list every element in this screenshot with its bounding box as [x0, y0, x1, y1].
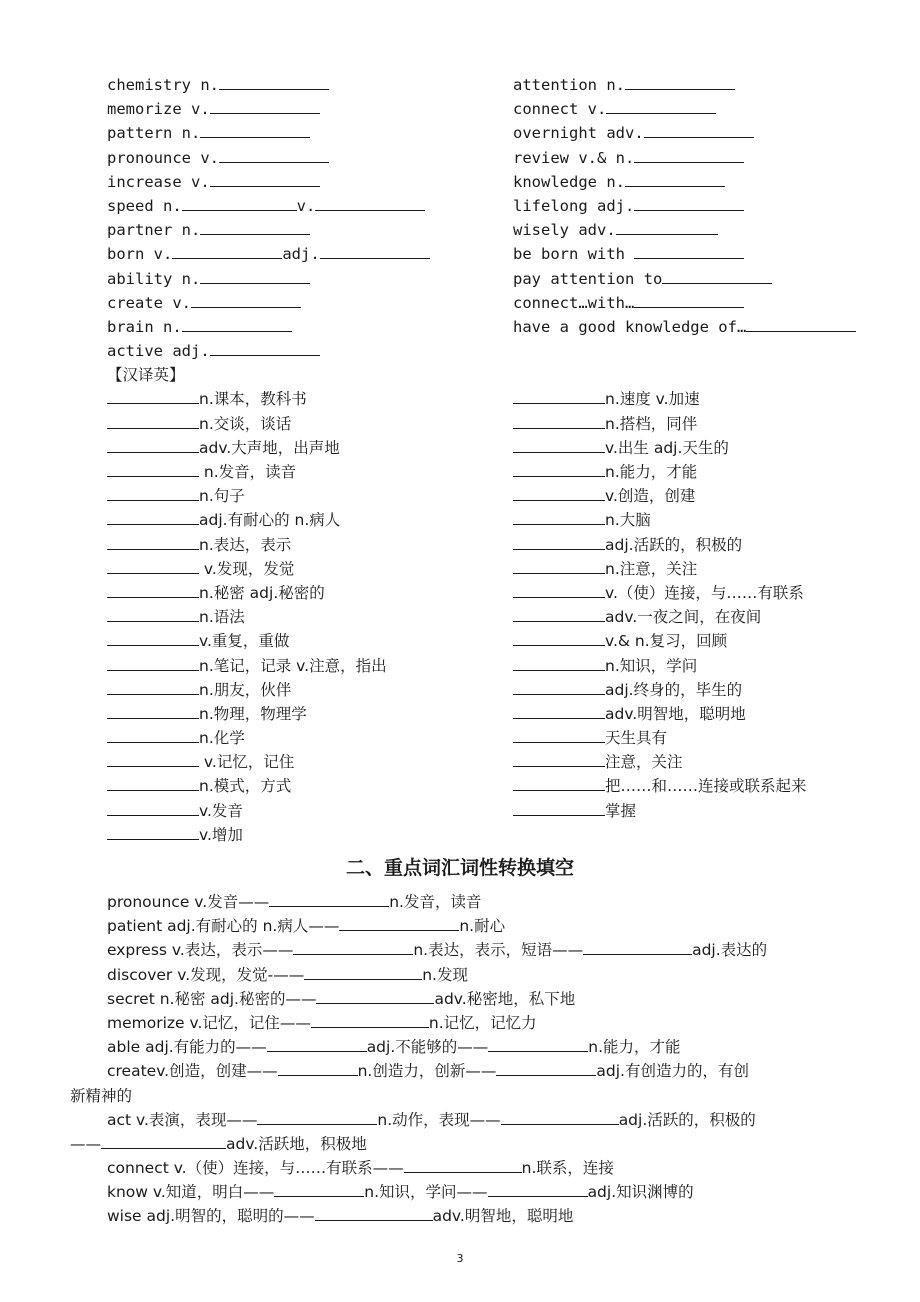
vocab-line: have a good knowledge of… [513, 315, 913, 339]
vocab-line: review v.& n. [513, 146, 913, 170]
answer-blank[interactable] [501, 1110, 619, 1125]
answer-blank[interactable] [210, 341, 320, 356]
vocab-line: wisely adv. [513, 218, 913, 242]
vocab-line: n.大脑 [513, 508, 913, 532]
conversion-line: discover v.发现，发觉-—— n.发现 [107, 965, 468, 984]
answer-blank[interactable] [219, 75, 329, 90]
answer-blank[interactable] [488, 1182, 588, 1197]
vocab-line: born v. adj. [107, 242, 507, 266]
vocab-line: adv.明智地，聪明地 [513, 702, 913, 726]
answer-blank[interactable] [513, 607, 605, 622]
answer-blank[interactable] [315, 196, 425, 211]
vocab-line: memorize v. [107, 97, 507, 121]
vocab-line: v.增加 [107, 823, 507, 847]
answer-blank[interactable] [278, 1061, 358, 1076]
vocab-line: v.记忆，记住 [107, 750, 507, 774]
answer-blank[interactable] [107, 414, 199, 429]
zh2en-heading: 【汉译英】 [107, 366, 185, 385]
vocab-line: v.出生 adj.天生的 [513, 436, 913, 460]
en2zh-right-column [513, 73, 913, 823]
answer-blank[interactable] [320, 244, 430, 259]
conversion-line: know v.知道，明白—— n.知识，学问—— adj.知识渊博的 [107, 1183, 694, 1202]
answer-blank[interactable] [107, 607, 199, 622]
answer-blank[interactable] [513, 535, 605, 550]
page-number: 3 [456, 1252, 464, 1265]
answer-blank[interactable] [513, 801, 605, 816]
answer-blank[interactable] [200, 269, 310, 284]
answer-blank[interactable] [513, 752, 605, 767]
conversion-line: 新精神的 [70, 1086, 133, 1105]
answer-blank[interactable] [513, 559, 605, 574]
answer-blank[interactable] [488, 1037, 588, 1052]
vocab-line: adv.大声地，出声地 [107, 436, 507, 460]
vocab-line: be born with [513, 242, 913, 266]
vocab-line: ability n. [107, 267, 507, 291]
answer-blank[interactable] [513, 438, 605, 453]
vocab-line: v.创造，创建 [513, 484, 913, 508]
answer-blank[interactable] [496, 1061, 596, 1076]
vocab-line: brain n. [107, 315, 507, 339]
vocab-line: 掌握 [513, 799, 913, 823]
answer-blank[interactable] [107, 438, 199, 453]
vocab-line: n.发音，读音 [107, 460, 507, 484]
answer-blank[interactable] [513, 583, 605, 598]
answer-blank[interactable] [513, 656, 605, 671]
answer-blank[interactable] [257, 1110, 377, 1125]
vocab-line: v.（使）连接，与……有联系 [513, 581, 913, 605]
vocab-line: n.速度 v.加速 [513, 387, 913, 411]
vocab-line: chemistry n. [107, 73, 507, 97]
vocab-line: n.课本，教科书 [107, 387, 507, 411]
answer-blank[interactable] [625, 75, 735, 90]
vocab-line: n.模式，方式 [107, 774, 507, 798]
answer-blank[interactable] [107, 389, 199, 404]
answer-blank[interactable] [107, 752, 199, 767]
answer-blank[interactable] [269, 892, 389, 907]
vocab-line: pronounce v. [107, 146, 507, 170]
answer-blank[interactable] [274, 1182, 364, 1197]
answer-blank[interactable] [191, 293, 301, 308]
answer-blank[interactable] [513, 389, 605, 404]
spacer-line [513, 339, 913, 363]
answer-blank[interactable] [107, 704, 199, 719]
vocab-line: knowledge n. [513, 170, 913, 194]
vocab-line: partner n. [107, 218, 507, 242]
answer-blank[interactable] [404, 1158, 522, 1173]
vocab-line: create v. [107, 291, 507, 315]
answer-blank[interactable] [107, 728, 199, 743]
conversion-line: secret n.秘密 adj.秘密的—— adv.秘密地，私下地 [107, 989, 576, 1008]
answer-blank[interactable] [293, 940, 413, 955]
answer-blank[interactable] [634, 293, 744, 308]
answer-blank[interactable] [182, 196, 297, 211]
vocab-line: v.发现，发觉 [107, 557, 507, 581]
conversion-section [70, 890, 860, 1229]
vocab-line: speed n. v. [107, 194, 507, 218]
answer-blank[interactable] [513, 486, 605, 501]
answer-blank[interactable] [513, 680, 605, 695]
answer-blank[interactable] [107, 825, 199, 840]
vocab-line: n.知识，学问 [513, 654, 913, 678]
answer-blank[interactable] [315, 1206, 433, 1221]
vocab-line: n.搭档，同伴 [513, 412, 913, 436]
answer-blank[interactable] [513, 728, 605, 743]
vocab-line: n.秘密 adj.秘密的 [107, 581, 507, 605]
vocab-line: n.朋友，伙伴 [107, 678, 507, 702]
en2zh-left-column [107, 73, 507, 847]
vocab-line: increase v. [107, 170, 507, 194]
vocab-line: n.化学 [107, 726, 507, 750]
conversion-line: —— adv.活跃地，积极地 [70, 1134, 367, 1153]
vocab-line: adv.一夜之间，在夜间 [513, 605, 913, 629]
answer-blank[interactable] [107, 510, 199, 525]
vocab-line: attention n. [513, 73, 913, 97]
answer-blank[interactable] [267, 1037, 367, 1052]
vocab-line: v.& n.复习，回顾 [513, 629, 913, 653]
vocab-line: adj.有耐心的 n.病人 [107, 508, 507, 532]
answer-blank[interactable] [107, 462, 199, 477]
answer-blank[interactable] [182, 317, 292, 332]
answer-blank[interactable] [662, 269, 772, 284]
conversion-line: patient adj.有耐心的 n.病人—— n.耐心 [107, 917, 506, 936]
answer-blank[interactable] [339, 916, 459, 931]
answer-blank[interactable] [316, 989, 434, 1004]
answer-blank[interactable] [634, 244, 744, 259]
answer-blank[interactable] [311, 1013, 429, 1028]
answer-blank[interactable] [210, 99, 320, 114]
vocab-line: connect v. [513, 97, 913, 121]
conversion-line: memorize v.记忆，记住—— n.记忆，记忆力 [107, 1013, 537, 1032]
vocab-line: active adj. [107, 339, 507, 363]
answer-blank[interactable] [606, 99, 716, 114]
conversion-line: able adj.有能力的—— adj.不能够的—— n.能力，才能 [107, 1038, 681, 1057]
answer-blank[interactable] [634, 148, 744, 163]
vocab-line: n.表达，表示 [107, 533, 507, 557]
answer-blank[interactable] [107, 559, 199, 574]
answer-blank[interactable] [107, 486, 199, 501]
vocab-line: pattern n. [107, 121, 507, 145]
vocab-line: adj.活跃的，积极的 [513, 533, 913, 557]
vocab-line: pay attention to [513, 267, 913, 291]
vocab-line: 注意，关注 [513, 750, 913, 774]
answer-blank[interactable] [304, 965, 422, 980]
conversion-line: wise adj.明智的，聪明的—— adv.明智地，聪明地 [107, 1207, 574, 1226]
answer-blank[interactable] [172, 244, 282, 259]
answer-blank[interactable] [644, 123, 754, 138]
conversion-line: createv.创造，创建—— n.创造力，创新—— adj.有创造力的，有创 [107, 1062, 749, 1081]
vocab-line: connect…with… [513, 291, 913, 315]
answer-blank[interactable] [513, 414, 605, 429]
conversion-line: express v.表达，表示—— n.表达，表示，短语—— adj.表达的 [107, 941, 768, 960]
spacer-line [513, 363, 913, 387]
answer-blank[interactable] [200, 220, 310, 235]
vocab-line: v.重复，重做 [107, 629, 507, 653]
answer-blank[interactable] [513, 704, 605, 719]
vocab-line: n.注意，关注 [513, 557, 913, 581]
answer-blank[interactable] [513, 776, 605, 791]
answer-blank[interactable] [107, 801, 199, 816]
answer-blank[interactable] [107, 656, 199, 671]
vocab-line: n.交谈，谈话 [107, 412, 507, 436]
answer-blank[interactable] [219, 148, 329, 163]
answer-blank[interactable] [746, 317, 856, 332]
answer-blank[interactable] [101, 1134, 226, 1149]
answer-blank[interactable] [513, 510, 605, 525]
section-title: 二、重点词汇词性转换填空 [345, 857, 574, 879]
vocab-line: 天生具有 [513, 726, 913, 750]
vocab-line: n.语法 [107, 605, 507, 629]
vocab-line: lifelong adj. [513, 194, 913, 218]
answer-blank[interactable] [107, 680, 199, 695]
vocab-line: 把……和……连接或联系起来 [513, 774, 913, 798]
conversion-line: act v.表演，表现—— n.动作，表现—— adj.活跃的，积极的 [107, 1110, 756, 1129]
vocab-line: n.物理，物理学 [107, 702, 507, 726]
answer-blank[interactable] [107, 776, 199, 791]
answer-blank[interactable] [625, 172, 725, 187]
answer-blank[interactable] [634, 196, 744, 211]
answer-blank[interactable] [210, 172, 320, 187]
conversion-line: pronounce v.发音—— n.发音，读音 [107, 893, 482, 911]
conversion-line: connect v.（使）连接，与……有联系—— n.联系，连接 [107, 1159, 614, 1178]
answer-blank[interactable] [616, 220, 718, 235]
answer-blank[interactable] [107, 583, 199, 598]
vocab-line: v.发音 [107, 799, 507, 823]
vocab-line: n.笔记，记录 v.注意，指出 [107, 654, 507, 678]
answer-blank[interactable] [513, 462, 605, 477]
answer-blank[interactable] [200, 123, 310, 138]
vocab-line: overnight adv. [513, 121, 913, 145]
answer-blank[interactable] [107, 631, 199, 646]
answer-blank[interactable] [583, 940, 692, 955]
answer-blank[interactable] [107, 535, 199, 550]
vocab-line: adj.终身的，毕生的 [513, 678, 913, 702]
answer-blank[interactable] [513, 631, 605, 646]
vocab-line: n.句子 [107, 484, 507, 508]
vocab-line: n.能力，才能 [513, 460, 913, 484]
